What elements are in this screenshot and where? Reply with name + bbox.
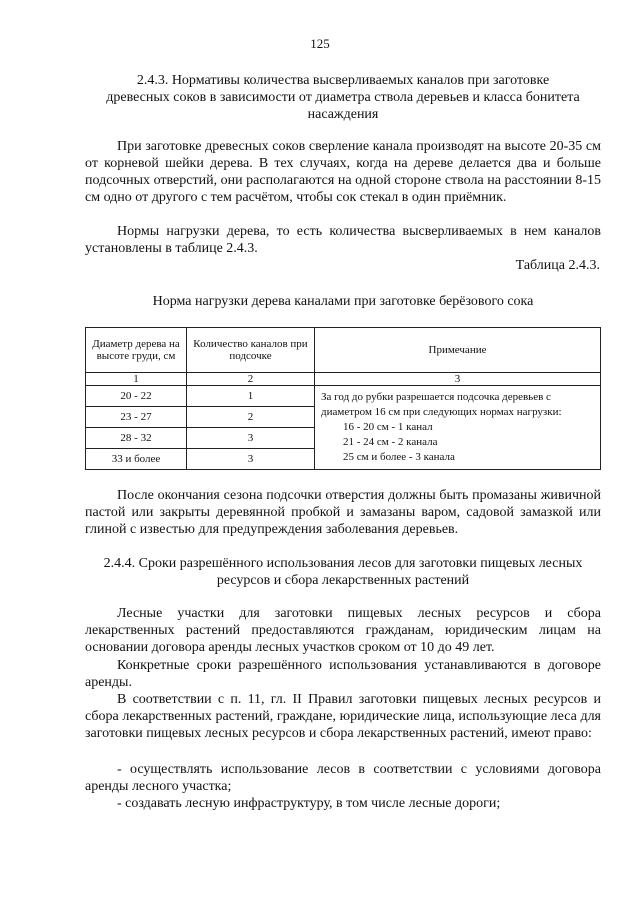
section-2-4-3-title — [80, 72, 606, 123]
paragraph-text: Нормы нагрузки дерева, то есть количества высверливаемых в нем каналов установлены в таблице 2.4.3. — [85, 224, 601, 256]
table-reference: Таблица 2.4.3. — [515, 258, 600, 273]
paragraph-load-norms — [85, 223, 601, 257]
paragraph-text: После окончания сезона подсочки отверстия должны быть промазаны живичной пастой или закрыты деревянной пробкой и замазаны варом, садовой замазкой или глиной с известью для предупреждения заболевания деревьев. — [85, 488, 601, 537]
note-cell — [315, 386, 601, 470]
table-row — [86, 386, 601, 407]
paragraph-rules — [85, 691, 601, 742]
bullet-use-forests — [85, 761, 601, 795]
note-sub-item: 21 - 24 см - 2 канала — [343, 436, 438, 448]
paragraph-text: Лесные участки для заготовки пищевых лесных ресурсов и сбора лекарственных растений предоставляются гражданам, юридическим лицам на основании договора аренды лесных участков сроком от 10 до 49 лет. — [85, 606, 601, 655]
page-number: 125 — [310, 36, 330, 51]
channels-cell: 3 — [187, 428, 315, 449]
section-title-line: 2.4.3. Нормативы количества высверливаемых каналов при заготовке — [136, 73, 550, 88]
channels-cell: 3 — [187, 449, 315, 470]
load-norm-table — [85, 327, 601, 470]
paragraph-text: Конкретные сроки разрешённого использования устанавливаются в договоре аренды. — [85, 658, 601, 690]
note-sub-item: 25 см и более - 3 канала — [343, 451, 455, 463]
paragraph-after-season — [85, 487, 601, 538]
paragraph-lease-term — [85, 605, 601, 656]
section-title-line: 2.4.4. Сроки разрешённого использования лесов для заготовки пищевых лесных — [103, 556, 583, 571]
paragraph-text: В соответствии с п. 11, гл. II Правил заготовки пищевых лесных ресурсов и сбора лекарственных растений, граждане, юридические лица, использующие леса для заготовки пищевых лесных ресурсов и сбора лекарственных растений, имеют право: — [85, 692, 601, 741]
table-header-row — [86, 328, 601, 373]
paragraph-specific-terms — [85, 657, 601, 691]
header-channels: Количество каналов при подсочке — [187, 328, 315, 373]
diameter-cell: 28 - 32 — [86, 428, 187, 449]
bullet-text: - создавать лесную инфраструктуру, в том числе лесные дороги; — [117, 796, 501, 811]
diameter-cell: 20 - 22 — [86, 386, 187, 407]
section-title-line: древесных соков в зависимости от диаметра ствола деревьев и класса бонитета — [106, 90, 580, 105]
paragraph-text: При заготовке древесных соков сверление канала производят на высоте 20-35 см от корневой шейки дерева. В тех случаях, когда на дереве делается два и больше подсочных отверстий, они располагаются на одной стороне ствола на расстоянии 8-15 см одно от другого с тем расчётом, чтобы сок стекал в один приёмник. — [85, 139, 601, 205]
note-text: За год до рубки разрешается подсочка деревьев с диаметром 16 см при следующих нормах нагрузки: — [321, 391, 562, 418]
bullet-text: - осуществлять использование лесов в соответствии с условиями договора аренды лесного участка; — [85, 762, 601, 794]
section-title-line: насаждения — [307, 107, 379, 122]
channels-cell: 2 — [187, 407, 315, 428]
channels-cell: 1 — [187, 386, 315, 407]
section-2-4-4-title — [80, 555, 606, 589]
note-sub-item: 16 - 20 см - 1 канал — [343, 421, 433, 433]
bullet-infrastructure — [85, 795, 601, 812]
section-title-line: ресурсов и сбора лекарственных растений — [216, 573, 470, 588]
diameter-cell: 23 - 27 — [86, 407, 187, 428]
diameter-cell: 33 и более — [86, 449, 187, 470]
header-note: Примечание — [315, 328, 601, 373]
column-number: 1 — [86, 373, 187, 386]
paragraph-drilling — [85, 138, 601, 206]
column-number: 3 — [315, 373, 601, 386]
table-caption: Норма нагрузки дерева каналами при заготовке берёзового сока — [152, 294, 534, 309]
column-number: 2 — [187, 373, 315, 386]
header-diameter: Диаметр дерева на высоте груди, см — [86, 328, 187, 373]
column-number-row — [86, 373, 601, 386]
